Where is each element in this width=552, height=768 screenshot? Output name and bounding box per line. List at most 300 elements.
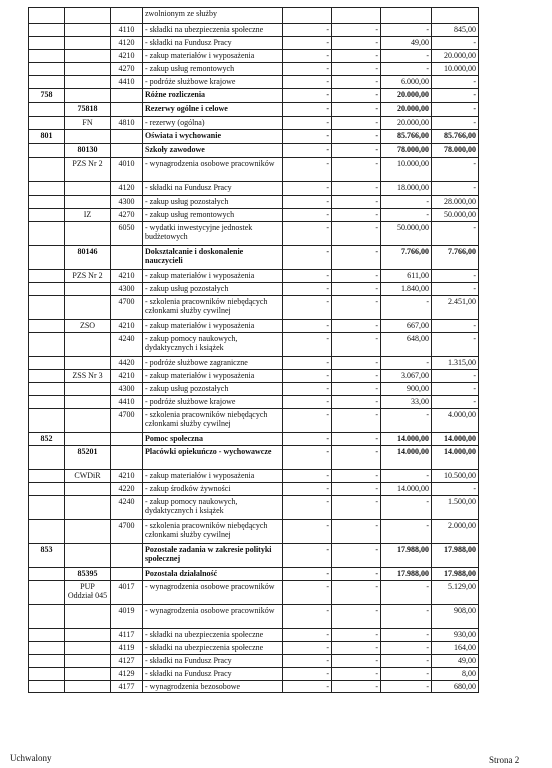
cell-section	[29, 409, 65, 433]
cell-value-4: -	[432, 383, 479, 396]
cell-value-1: -	[283, 196, 332, 209]
cell-value-1: -	[283, 130, 332, 144]
cell-value-2: -	[332, 296, 381, 320]
cell-description: - szkolenia pracowników niebędących członkami służby cywilnej	[143, 409, 283, 433]
cell-value-3: 78.000,00	[381, 144, 432, 158]
cell-value-3: -	[381, 470, 432, 483]
cell-value-2: -	[332, 520, 381, 544]
cell-value-1: -	[283, 581, 332, 605]
cell-section	[29, 117, 65, 130]
cell-value-4: 680,00	[432, 681, 479, 693]
cell-value-2: -	[332, 605, 381, 629]
cell-paragraph: 4120	[111, 37, 143, 50]
cell-value-2: -	[332, 470, 381, 483]
table-row	[29, 50, 479, 63]
cell-value-4: 2.451,00	[432, 296, 479, 320]
cell-chapter-unit: 80146	[65, 246, 111, 270]
cell-paragraph: 4127	[111, 655, 143, 668]
cell-value-3	[381, 8, 432, 24]
cell-section	[29, 333, 65, 357]
cell-value-3: 33,00	[381, 396, 432, 409]
cell-value-2: -	[332, 196, 381, 209]
cell-paragraph: 4700	[111, 520, 143, 544]
table-row	[29, 24, 479, 37]
cell-chapter-unit	[65, 8, 111, 24]
cell-value-2: -	[332, 544, 381, 568]
cell-paragraph: 4410	[111, 76, 143, 89]
cell-description: - składki na Fundusz Pracy	[143, 655, 283, 668]
cell-paragraph	[111, 103, 143, 117]
cell-paragraph: 4270	[111, 63, 143, 76]
cell-paragraph: 4177	[111, 681, 143, 693]
table-row	[29, 581, 479, 605]
cell-value-3: 20.000,00	[381, 89, 432, 103]
cell-value-1: -	[283, 270, 332, 283]
cell-section	[29, 446, 65, 470]
cell-chapter-unit	[65, 63, 111, 76]
cell-value-2: -	[332, 209, 381, 222]
cell-chapter-unit	[65, 333, 111, 357]
cell-value-3: -	[381, 581, 432, 605]
cell-chapter-unit	[65, 37, 111, 50]
cell-value-1	[283, 8, 332, 24]
cell-paragraph	[111, 89, 143, 103]
cell-paragraph	[111, 8, 143, 24]
table-row	[29, 246, 479, 270]
cell-paragraph: 4210	[111, 270, 143, 283]
cell-value-1: -	[283, 37, 332, 50]
cell-value-2: -	[332, 357, 381, 370]
table-row	[29, 483, 479, 496]
cell-section: 853	[29, 544, 65, 568]
cell-value-1: -	[283, 668, 332, 681]
cell-section	[29, 357, 65, 370]
cell-value-2: -	[332, 642, 381, 655]
cell-chapter-unit	[65, 520, 111, 544]
table-row	[29, 605, 479, 629]
cell-value-4: -	[432, 396, 479, 409]
cell-value-3: 17.988,00	[381, 568, 432, 581]
table-row	[29, 63, 479, 76]
cell-chapter-unit	[65, 89, 111, 103]
cell-value-3: 49,00	[381, 37, 432, 50]
cell-description: - składki na Fundusz Pracy	[143, 182, 283, 196]
cell-value-3: -	[381, 655, 432, 668]
cell-value-1: -	[283, 605, 332, 629]
cell-section	[29, 296, 65, 320]
table-row	[29, 222, 479, 246]
cell-paragraph	[111, 446, 143, 470]
cell-value-1: -	[283, 144, 332, 158]
cell-chapter-unit: PZS Nr 2	[65, 158, 111, 182]
cell-value-2: -	[332, 270, 381, 283]
cell-chapter-unit	[65, 182, 111, 196]
cell-paragraph: 4210	[111, 320, 143, 333]
cell-paragraph: 4119	[111, 642, 143, 655]
cell-value-2: -	[332, 568, 381, 581]
table-row	[29, 470, 479, 483]
cell-value-4: -	[432, 76, 479, 89]
cell-paragraph: 4120	[111, 182, 143, 196]
cell-section: 801	[29, 130, 65, 144]
cell-value-4: 14.000,00	[432, 433, 479, 446]
cell-chapter-unit	[65, 130, 111, 144]
cell-section	[29, 158, 65, 182]
cell-paragraph: 4010	[111, 158, 143, 182]
cell-value-1: -	[283, 246, 332, 270]
cell-description: zwolnionym ze służby	[143, 8, 283, 24]
cell-value-3: -	[381, 629, 432, 642]
cell-chapter-unit	[65, 357, 111, 370]
cell-chapter-unit: IZ	[65, 209, 111, 222]
cell-section	[29, 103, 65, 117]
cell-section	[29, 642, 65, 655]
cell-description: - podróże służbowe zagraniczne	[143, 357, 283, 370]
cell-section	[29, 496, 65, 520]
cell-chapter-unit	[65, 50, 111, 63]
cell-value-4: 20.000,00	[432, 50, 479, 63]
cell-value-2: -	[332, 130, 381, 144]
cell-value-3: 1.840,00	[381, 283, 432, 296]
cell-value-1: -	[283, 296, 332, 320]
budget-table-body	[29, 8, 479, 693]
cell-value-1: -	[283, 496, 332, 520]
cell-description: - składki na ubezpieczenia społeczne	[143, 629, 283, 642]
cell-section	[29, 50, 65, 63]
cell-value-4: -	[432, 182, 479, 196]
table-row	[29, 629, 479, 642]
cell-value-4: 78.000,00	[432, 144, 479, 158]
cell-section	[29, 270, 65, 283]
cell-value-1: -	[283, 483, 332, 496]
cell-value-2: -	[332, 333, 381, 357]
cell-section	[29, 681, 65, 693]
cell-description: - szkolenia pracowników niebędących członkami służby cywilnej	[143, 520, 283, 544]
cell-paragraph: 4210	[111, 50, 143, 63]
cell-chapter-unit	[65, 681, 111, 693]
cell-description: - zakup usług pozostałych	[143, 196, 283, 209]
cell-paragraph: 4210	[111, 470, 143, 483]
cell-value-4: -	[432, 333, 479, 357]
cell-value-4: 85.766,00	[432, 130, 479, 144]
cell-value-3: -	[381, 496, 432, 520]
cell-section	[29, 76, 65, 89]
cell-value-4: 17.988,00	[432, 544, 479, 568]
cell-paragraph: 4017	[111, 581, 143, 605]
cell-value-3: 611,00	[381, 270, 432, 283]
cell-value-3: 14.000,00	[381, 446, 432, 470]
cell-value-4: -	[432, 483, 479, 496]
cell-description: - zakup pomocy naukowych, dydaktycznych i książek	[143, 333, 283, 357]
cell-section	[29, 209, 65, 222]
cell-value-3: -	[381, 668, 432, 681]
cell-section	[29, 470, 65, 483]
cell-chapter-unit	[65, 283, 111, 296]
table-row	[29, 283, 479, 296]
cell-value-3: -	[381, 63, 432, 76]
cell-description: - zakup materiałów i wyposażenia	[143, 270, 283, 283]
cell-chapter-unit: CWDiR	[65, 470, 111, 483]
cell-value-3: -	[381, 24, 432, 37]
cell-description: - wynagrodzenia osobowe pracowników	[143, 581, 283, 605]
cell-value-3: 14.000,00	[381, 483, 432, 496]
cell-description: - zakup środków żywności	[143, 483, 283, 496]
cell-value-1: -	[283, 544, 332, 568]
table-row	[29, 357, 479, 370]
table-row	[29, 89, 479, 103]
table-row	[29, 681, 479, 693]
cell-description: - wynagrodzenia osobowe pracowników	[143, 158, 283, 182]
cell-value-3: -	[381, 50, 432, 63]
cell-value-2: -	[332, 158, 381, 182]
cell-chapter-unit	[65, 383, 111, 396]
cell-value-2: -	[332, 446, 381, 470]
cell-value-1: -	[283, 433, 332, 446]
cell-paragraph: 4300	[111, 283, 143, 296]
cell-section	[29, 8, 65, 24]
cell-value-4: -	[432, 158, 479, 182]
cell-value-3: 17.988,00	[381, 544, 432, 568]
cell-paragraph: 4240	[111, 496, 143, 520]
cell-chapter-unit: PZS Nr 2	[65, 270, 111, 283]
cell-chapter-unit: 85395	[65, 568, 111, 581]
cell-description: - zakup usług pozostałych	[143, 283, 283, 296]
cell-paragraph: 4110	[111, 24, 143, 37]
cell-value-3: 6.000,00	[381, 76, 432, 89]
cell-description: Różne rozliczenia	[143, 89, 283, 103]
cell-value-4: -	[432, 320, 479, 333]
cell-section	[29, 520, 65, 544]
cell-paragraph: 4220	[111, 483, 143, 496]
footer-status-label: Uchwalony	[10, 753, 52, 763]
table-row	[29, 8, 479, 24]
cell-value-4: 908,00	[432, 605, 479, 629]
cell-value-1: -	[283, 50, 332, 63]
cell-section	[29, 668, 65, 681]
cell-value-4: 14.000,00	[432, 446, 479, 470]
cell-value-1: -	[283, 681, 332, 693]
cell-section	[29, 483, 65, 496]
cell-value-3: -	[381, 605, 432, 629]
table-row	[29, 37, 479, 50]
cell-section	[29, 182, 65, 196]
cell-value-4: 845,00	[432, 24, 479, 37]
cell-chapter-unit	[65, 396, 111, 409]
table-row	[29, 320, 479, 333]
cell-value-3: -	[381, 642, 432, 655]
cell-value-1: -	[283, 383, 332, 396]
cell-section: 852	[29, 433, 65, 446]
cell-description: - wynagrodzenia bezosobowe	[143, 681, 283, 693]
cell-value-2: -	[332, 383, 381, 396]
cell-paragraph: 4420	[111, 357, 143, 370]
cell-value-1: -	[283, 470, 332, 483]
cell-value-3: -	[381, 681, 432, 693]
cell-description: Pozostałe zadania w zakresie polityki społecznej	[143, 544, 283, 568]
cell-value-4: 4.000,00	[432, 409, 479, 433]
cell-description: - zakup usług remontowych	[143, 63, 283, 76]
cell-value-4: 17.988,00	[432, 568, 479, 581]
cell-section	[29, 246, 65, 270]
cell-paragraph	[111, 246, 143, 270]
cell-value-4: 2.000,00	[432, 520, 479, 544]
cell-paragraph: 4117	[111, 629, 143, 642]
cell-chapter-unit	[65, 496, 111, 520]
cell-section	[29, 396, 65, 409]
cell-value-3: 7.766,00	[381, 246, 432, 270]
cell-value-4: 8,00	[432, 668, 479, 681]
cell-description: - składki na ubezpieczenia społeczne	[143, 24, 283, 37]
cell-description: - zakup materiałów i wyposażenia	[143, 320, 283, 333]
cell-chapter-unit	[65, 76, 111, 89]
table-row	[29, 446, 479, 470]
cell-value-1: -	[283, 642, 332, 655]
cell-value-4: 10.500,00	[432, 470, 479, 483]
cell-paragraph: 4410	[111, 396, 143, 409]
cell-value-4: -	[432, 103, 479, 117]
cell-value-2: -	[332, 396, 381, 409]
cell-value-2: -	[332, 409, 381, 433]
cell-paragraph: 4810	[111, 117, 143, 130]
cell-value-2: -	[332, 63, 381, 76]
cell-section	[29, 63, 65, 76]
cell-chapter-unit	[65, 642, 111, 655]
table-row	[29, 383, 479, 396]
cell-chapter-unit	[65, 296, 111, 320]
cell-chapter-unit	[65, 222, 111, 246]
cell-description: Rezerwy ogólne i celowe	[143, 103, 283, 117]
cell-value-1: -	[283, 655, 332, 668]
cell-paragraph: 4300	[111, 383, 143, 396]
cell-value-1: -	[283, 209, 332, 222]
cell-value-1: -	[283, 520, 332, 544]
cell-paragraph: 4270	[111, 209, 143, 222]
cell-chapter-unit: ZSO	[65, 320, 111, 333]
cell-value-3: -	[381, 196, 432, 209]
cell-paragraph: 6050	[111, 222, 143, 246]
cell-chapter-unit	[65, 544, 111, 568]
table-row	[29, 655, 479, 668]
cell-chapter-unit	[65, 483, 111, 496]
cell-value-3: 20.000,00	[381, 103, 432, 117]
table-row	[29, 158, 479, 182]
cell-description: Dokształcanie i doskonalenie nauczycieli	[143, 246, 283, 270]
cell-paragraph: 4300	[111, 196, 143, 209]
cell-description: - zakup usług pozostałych	[143, 383, 283, 396]
cell-section	[29, 629, 65, 642]
table-row	[29, 76, 479, 89]
table-row	[29, 209, 479, 222]
cell-paragraph: 4129	[111, 668, 143, 681]
cell-value-4: 49,00	[432, 655, 479, 668]
cell-section	[29, 320, 65, 333]
cell-value-2: -	[332, 433, 381, 446]
cell-chapter-unit: 85201	[65, 446, 111, 470]
cell-value-1: -	[283, 89, 332, 103]
cell-paragraph	[111, 433, 143, 446]
cell-value-1: -	[283, 446, 332, 470]
cell-value-2: -	[332, 76, 381, 89]
cell-value-4: -	[432, 283, 479, 296]
cell-paragraph: 4700	[111, 409, 143, 433]
cell-value-3: 10.000,00	[381, 158, 432, 182]
cell-value-3: 3.067,00	[381, 370, 432, 383]
cell-description: - szkolenia pracowników niebędących członkami służby cywilnej	[143, 296, 283, 320]
cell-value-1: -	[283, 568, 332, 581]
cell-value-4: 1.315,00	[432, 357, 479, 370]
cell-value-2: -	[332, 581, 381, 605]
cell-value-1: -	[283, 370, 332, 383]
cell-chapter-unit	[65, 668, 111, 681]
cell-chapter-unit	[65, 605, 111, 629]
table-row	[29, 196, 479, 209]
cell-value-4	[432, 8, 479, 24]
cell-value-2: -	[332, 144, 381, 158]
cell-paragraph	[111, 544, 143, 568]
cell-paragraph	[111, 144, 143, 158]
cell-value-1: -	[283, 63, 332, 76]
cell-value-1: -	[283, 357, 332, 370]
cell-value-3: -	[381, 520, 432, 544]
cell-value-4: -	[432, 37, 479, 50]
table-row	[29, 568, 479, 581]
cell-value-4: 930,00	[432, 629, 479, 642]
cell-chapter-unit: 80130	[65, 144, 111, 158]
cell-section	[29, 655, 65, 668]
cell-value-1: -	[283, 283, 332, 296]
cell-value-4: -	[432, 370, 479, 383]
cell-value-2: -	[332, 24, 381, 37]
cell-value-2: -	[332, 668, 381, 681]
table-row	[29, 496, 479, 520]
cell-chapter-unit	[65, 433, 111, 446]
cell-section	[29, 605, 65, 629]
cell-value-1: -	[283, 24, 332, 37]
cell-value-2: -	[332, 182, 381, 196]
cell-section	[29, 370, 65, 383]
cell-section	[29, 568, 65, 581]
cell-value-2: -	[332, 89, 381, 103]
cell-value-1: -	[283, 182, 332, 196]
cell-value-3: 667,00	[381, 320, 432, 333]
table-row	[29, 296, 479, 320]
cell-value-1: -	[283, 158, 332, 182]
cell-value-3: 900,00	[381, 383, 432, 396]
table-row	[29, 270, 479, 283]
cell-description: - zakup materiałów i wyposażenia	[143, 50, 283, 63]
cell-paragraph: 4019	[111, 605, 143, 629]
cell-value-2: -	[332, 370, 381, 383]
cell-value-4: -	[432, 117, 479, 130]
cell-description: - wydatki inwestycyjne jednostek budżetowych	[143, 222, 283, 246]
cell-section	[29, 283, 65, 296]
cell-value-2: -	[332, 222, 381, 246]
cell-value-3: -	[381, 357, 432, 370]
cell-value-4: 7.766,00	[432, 246, 479, 270]
cell-value-4: 164,00	[432, 642, 479, 655]
cell-description: - zakup usług remontowych	[143, 209, 283, 222]
cell-description: - składki na ubezpieczenia społeczne	[143, 642, 283, 655]
cell-description: - podróże służbowe krajowe	[143, 396, 283, 409]
cell-description: - zakup materiałów i wyposażenia	[143, 370, 283, 383]
cell-paragraph: 4210	[111, 370, 143, 383]
cell-value-4: 5.129,00	[432, 581, 479, 605]
cell-section	[29, 196, 65, 209]
table-row	[29, 130, 479, 144]
cell-value-2: -	[332, 629, 381, 642]
cell-value-3: -	[381, 209, 432, 222]
cell-value-1: -	[283, 629, 332, 642]
